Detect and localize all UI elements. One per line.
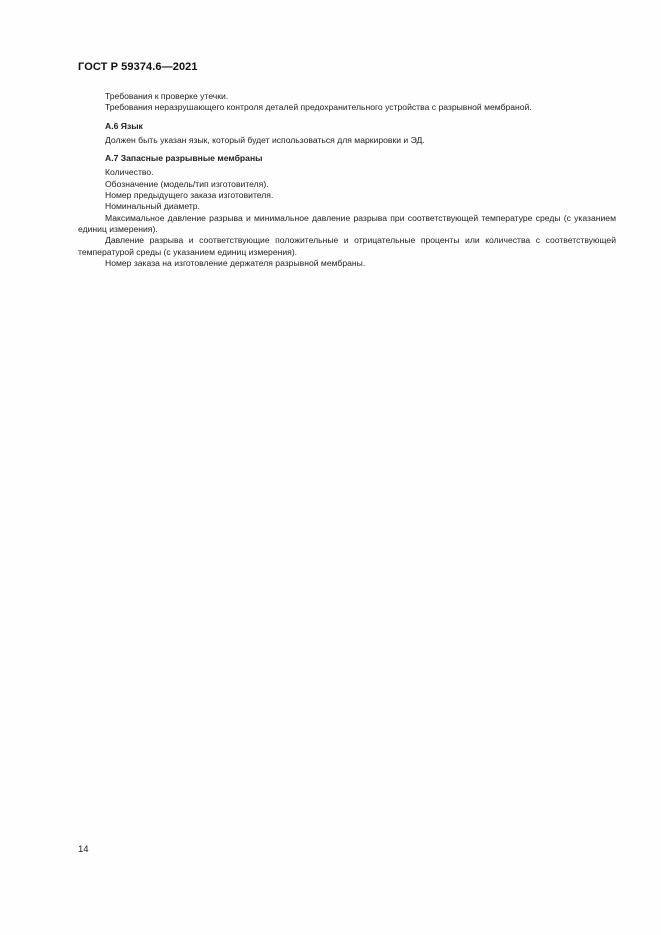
paragraph: Обозначение (модель/тип изготовителя).	[105, 178, 269, 189]
paragraph: Максимальное давление разрыва и минимальное давление разрыва при соответствующей температуре среды (с указанием единиц измерения).	[78, 212, 616, 234]
standard-header: ГОСТ Р 59374.6—2021	[78, 61, 198, 73]
section-heading-a6: А.6 Язык	[105, 120, 143, 131]
paragraph: Должен быть указан язык, который будет использоваться для маркировки и ЭД.	[105, 134, 425, 145]
paragraph: Количество.	[105, 167, 154, 178]
section-heading-a7: А.7 Запасные разрывные мембраны	[105, 153, 263, 164]
paragraph: Номер заказа на изготовление держателя разрывной мембраны.	[105, 257, 366, 268]
paragraph: Требования неразрушающего контроля деталей предохранительного устройства с разрывной мембраной.	[105, 102, 532, 113]
paragraph: Номинальный диаметр.	[105, 201, 200, 212]
paragraph: Требования к проверке утечки.	[105, 91, 229, 101]
paragraph: Номер предыдущего заказа изготовителя.	[105, 190, 274, 201]
paragraph: Давление разрыва и соответствующие положительные и отрицательные проценты или количества с соответствующей температурой среды (с указанием единиц измерения).	[78, 235, 616, 257]
document-body	[78, 91, 616, 269]
page-number: 14	[78, 844, 89, 855]
